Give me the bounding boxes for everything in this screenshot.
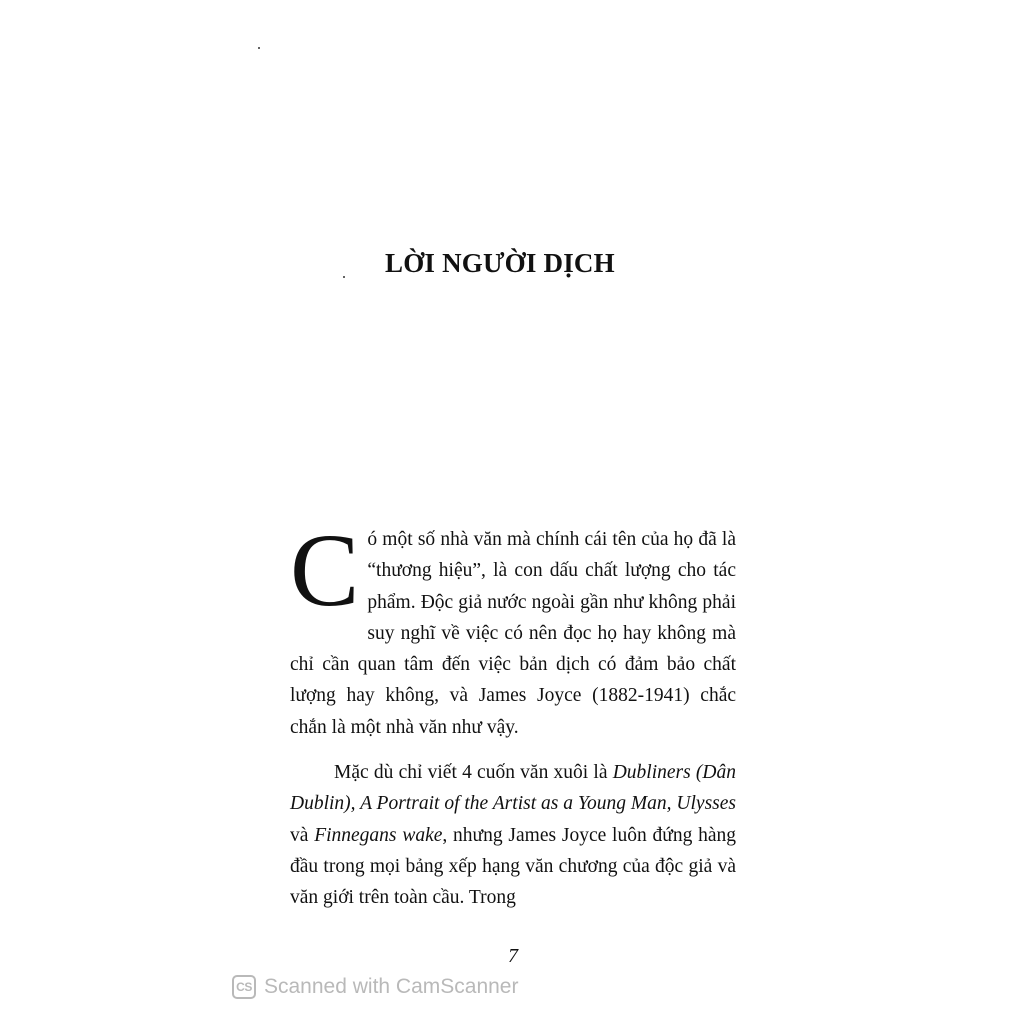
paragraph-1-text: ó một số nhà văn mà chính cái tên của họ đã là “thương hiệu”, là con dấu chất lượng cho tác phẩm. Độc giả nước ngoài gần như không phải suy nghĩ về việc có nên đọc họ hay không mà chỉ cần quan tâm đến việc bản dịch có đảm bảo chất lượng hay không, và James Joyce (1882-1941) chắc chắn là một nhà văn như vậy. — [290, 529, 736, 738]
paragraph-2-text-1: Mặc dù chỉ viết 4 cuốn văn xuôi là — [334, 762, 613, 784]
paragraph-2-text-3: , nhưng James Joyce luôn đứng hàng đầu trong mọi bảng xếp hạng văn chương của độc giả và văn giới trên toàn cầu. Trong — [290, 824, 737, 909]
scan-speck — [343, 276, 345, 278]
paragraph-2 — [290, 757, 736, 913]
book-titles-italic: Dubliners (Dân Dublin), A Portrait of the Artist as a Young Man, Ulysses — [290, 762, 736, 815]
page-number: 7 — [508, 945, 518, 967]
camscanner-logo-icon: CS — [232, 975, 256, 999]
camscanner-watermark — [232, 975, 518, 999]
drop-cap: C — [290, 513, 360, 628]
body-text — [290, 513, 737, 914]
book-title-italic: Finnegans wake — [314, 824, 443, 846]
scan-speck — [258, 47, 260, 49]
watermark-text: Scanned with CamScanner — [264, 975, 519, 998]
chapter-title: LỜI NGƯỜI DỊCH — [385, 248, 615, 278]
paragraph-1 — [290, 513, 736, 743]
paragraph-2-text-2: và — [290, 824, 315, 846]
